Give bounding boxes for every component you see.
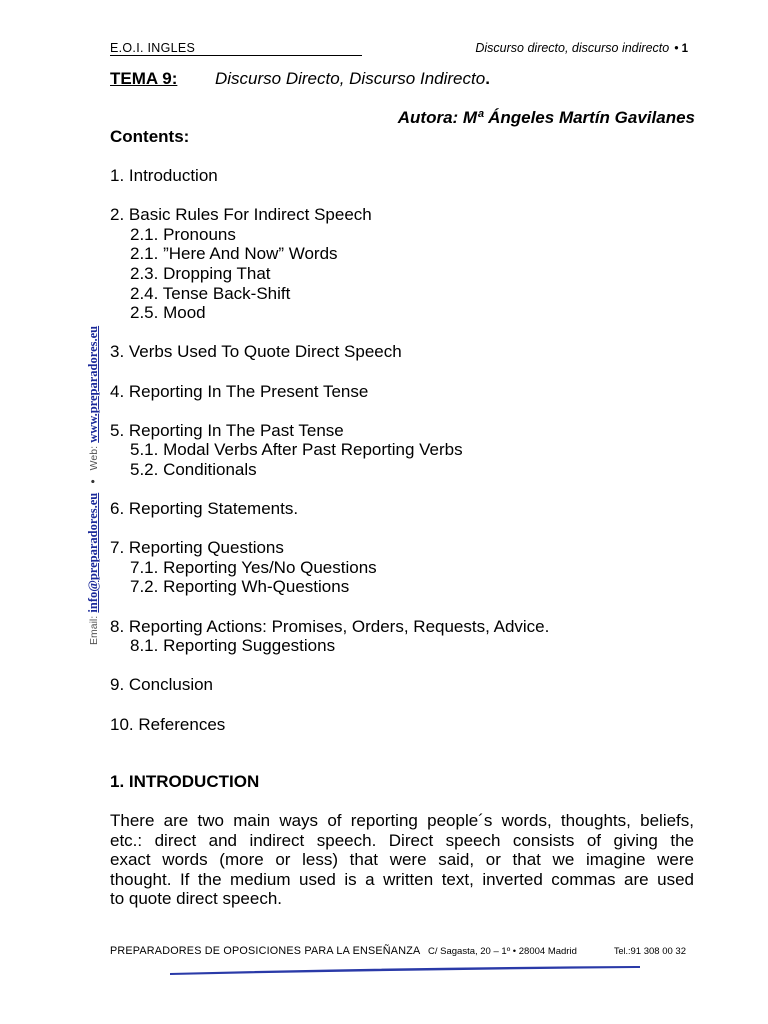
header-left: E.O.I. INGLES [110,41,196,55]
side-contact-strip [86,326,101,645]
footer-tel-number: 91 308 00 32 [630,946,686,957]
toc-item: 1. Introduction [110,166,218,185]
toc-item: 4. Reporting In The Present Tense [110,381,369,401]
email-label: Email: [88,615,100,645]
page-number: 1 [681,43,688,55]
toc-subitem: 5.1. Modal Verbs After Past Reporting Verbs [130,440,463,460]
toc-item: 7. Reporting Questions [110,538,284,558]
tema-title [215,69,490,89]
toc-item: 5. Reporting In The Past Tense [110,420,344,440]
toc-subitem: 2.4. Tense Back-Shift [130,283,291,303]
footer-organization: PREPARADORES DE OPOSICIONES PARA LA ENSEÑANZA [110,945,421,957]
toc-item: 3. Verbs Used To Quote Direct Speech [110,342,402,362]
email-link[interactable]: info@preparadores.eu [86,492,100,613]
header-underline [110,55,362,56]
toc-item: 9. Conclusion [110,675,214,695]
toc-subitem: 7.2. Reporting Wh-Questions [130,577,350,597]
tema-title-text: Discurso Directo, Discurso Indirecto [215,69,486,88]
contents-heading: Contents: [110,127,190,146]
footer-swoosh-line [170,963,640,977]
table-of-contents [110,166,710,734]
paragraph-line: etc.: direct and indirect speech. Direct speech consists of giving the [110,830,694,850]
toc-subitem: 2.1. ”Here And Now” Words [130,244,338,264]
intro-paragraph [110,811,694,909]
section-heading-introduction: 1. INTRODUCTION [110,772,260,791]
footer-telephone [614,946,686,957]
toc-subitem: 2.5. Mood [130,303,206,323]
toc-subitem: 5.2. Conditionals [130,459,257,479]
toc-subitem: 7.1. Reporting Yes/No Questions [130,557,377,577]
paragraph-line: There are two main ways of reporting people´s words, thoughts, beliefs, [110,811,694,830]
tema-title-period: . [485,69,490,88]
toc-item: 2. Basic Rules For Indirect Speech [110,205,372,225]
toc-subitem: 8.1. Reporting Suggestions [130,636,336,656]
paragraph-line: thought. If the medium used is a written text, inverted commas are used [110,869,694,889]
toc-item: 10. References [110,714,226,734]
web-label: Web: [88,445,100,471]
paragraph-line: exact words (more or less) that were said, or that we imagine were [110,850,694,870]
side-bullet: • [88,479,100,484]
paragraph-line: to quote direct speech. [110,889,283,909]
web-link[interactable]: www.preparadores.eu [86,325,100,443]
author-line: Autora: Mª Ángeles Martín Gavilanes [397,108,695,127]
toc-item: 8. Reporting Actions: Promises, Orders, Requests, Advice. [110,616,550,636]
footer-tel-label: Tel.: [614,946,631,956]
toc-subitem: 2.1. Pronouns [130,224,236,244]
toc-item: 6. Reporting Statements. [110,499,299,519]
footer-address: C/ Sagasta, 20 – 1º • 28004 Madrid [428,946,577,957]
toc-subitem: 2.3. Dropping That [130,263,271,283]
header-right [475,41,688,55]
tema-label: TEMA 9: [110,69,178,88]
header-right-text: Discurso directo, discurso indirecto [475,41,670,55]
header-bullet: • [674,41,679,55]
